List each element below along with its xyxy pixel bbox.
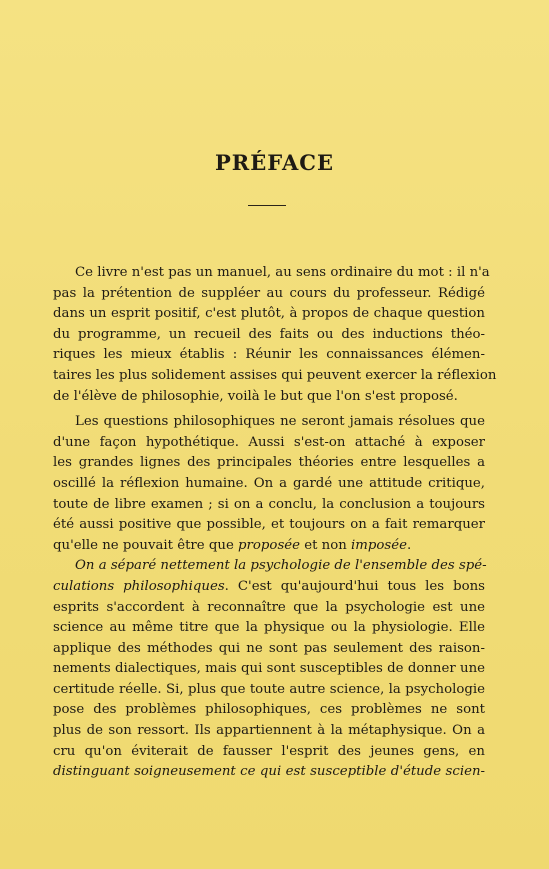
italic-fragment: culations philosophiques — [53, 578, 225, 594]
preface-body — [53, 263, 497, 783]
text-line: pas la prétention de suppléer au cours du professeur. Rédigé — [53, 285, 485, 301]
text-line — [53, 536, 485, 557]
text-line: esprits s'accordent à reconnaître que la psychologie est une — [53, 599, 485, 615]
text-line: Les questions philosophiques ne seront jamais résolues que — [75, 414, 485, 430]
text-line: de l'élève de philosophie, voilà le but que l'on s'est proposé. — [53, 388, 458, 404]
italic-fragment: On a séparé nettement la psychologie de l'ensemble des spé- — [75, 558, 487, 574]
text-line — [53, 762, 485, 783]
text-fragment: . C'est qu'aujourd'hui tous les bons — [224, 578, 485, 594]
text-line: dans un esprit positif, c'est plutôt, à propos de chaque question — [53, 306, 485, 322]
text-line: du programme, un recueil des faits ou des inductions théo- — [53, 326, 485, 342]
text-line: été aussi positive que possible, et toujours on a fait remarquer — [53, 517, 485, 533]
text-line: applique des méthodes qui ne sont pas seulement des raison- — [53, 640, 485, 656]
text-line: nements dialectiques, mais qui sont susceptibles de donner une — [53, 661, 485, 677]
text-line: science au même titre que la physique ou la physiologie. Elle — [53, 620, 485, 636]
text-fragment: et non — [300, 537, 352, 553]
italic-fragment: imposée — [351, 537, 407, 553]
text-line: plus de son ressort. Ils appartiennent à la métaphysique. On a — [53, 723, 485, 739]
text-line: oscillé la réflexion humaine. On a gardé une attitude critique, — [53, 475, 485, 491]
text-fragment: . — [406, 537, 412, 553]
italic-fragment: distinguant soigneusement ce qui est susceptible d'étude scien- — [53, 764, 485, 780]
page-title: PRÉFACE — [215, 150, 334, 175]
text-line: Ce livre n'est pas un manuel, au sens ordinaire du mot : il n'a — [75, 265, 490, 280]
text-line: certitude réelle. Si, plus que toute autre science, la psychologie — [53, 681, 485, 697]
text-line: pose des problèmes philosophiques, ces problèmes ne sont — [53, 702, 485, 718]
title-divider — [248, 205, 286, 206]
text-line: cru qu'on éviterait de fausser l'esprit des jeunes gens, en — [53, 743, 485, 759]
text-line: taires les plus solidement assises qui peuvent exercer la réflexion — [53, 367, 497, 383]
italic-fragment: proposée — [238, 537, 300, 553]
text-line: d'une façon hypothétique. Aussi s'est-on attaché à exposer — [53, 434, 485, 450]
text-line — [53, 556, 485, 577]
text-fragment: qu'elle ne pouvait être que — [53, 537, 239, 553]
text-line: toute de libre examen ; si on a conclu, la conclusion a toujours — [53, 496, 485, 512]
text-line: les grandes lignes des principales théories entre lesquelles a — [53, 455, 485, 471]
text-line: riques les mieux établis : Réunir les connaissances élémen- — [53, 347, 485, 363]
text-line — [53, 577, 485, 598]
